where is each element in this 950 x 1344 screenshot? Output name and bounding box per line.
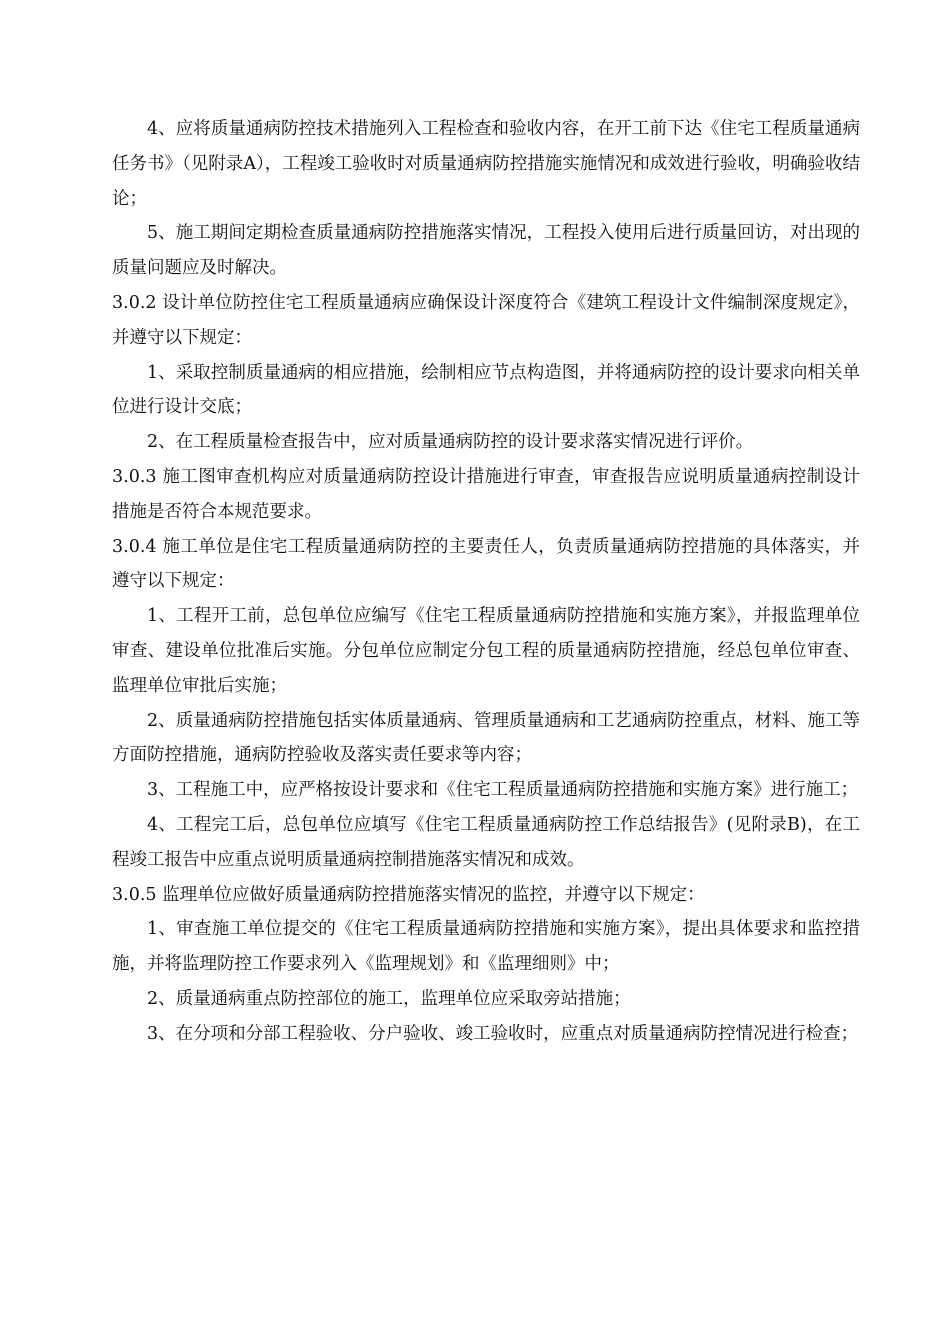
clause-3-0-3: 3.0.3 施工图审查机构应对质量通病防控设计措施进行审查，审查报告应说明质量通病控制设计措施是否符合本规范要求。 — [112, 466, 860, 522]
document-page — [112, 112, 860, 1052]
paragraph-3-0-4-item-3: 3、工程施工中，应严格按设计要求和《住宅工程质量通病防控措施和实施方案》进行施工； — [147, 780, 859, 801]
paragraph-3-0-5-item-2: 2、质量通病重点防控部位的施工，监理单位应采取旁站措施； — [147, 988, 631, 1009]
paragraph-1-4: 4、应将质量通病防控技术措施列入工程检查和验收内容，在开工前下达《住宅工程质量通病任务书》（见附录A），工程竣工验收时对质量通病防控措施实施情况和成效进行验收，明确验收结论； — [112, 119, 860, 209]
paragraph-3-0-4-item-2: 2、质量通病防控措施包括实体质量通病、管理质量通病和工艺通病防控重点，材料、施工等方面防控措施，通病防控验收及落实责任要求等内容； — [112, 710, 860, 766]
paragraph-3-0-5-item-3: 3、在分项和分部工程验收、分户验收、竣工验收时，应重点对质量通病防控情况进行检查； — [147, 1023, 859, 1044]
paragraph-3-0-4-item-4: 4、工程完工后，总包单位应填写《住宅工程质量通病防控工作总结报告》(见附录B)，在工程竣工报告中应重点说明质量通病控制措施落实情况和成效。 — [112, 814, 860, 870]
clause-3-0-5: 3.0.5 监理单位应做好质量通病防控措施落实情况的监控，并遵守以下规定： — [112, 884, 705, 905]
paragraph-3-0-2-item-2: 2、在工程质量检查报告中，应对质量通病防控的设计要求落实情况进行评价。 — [147, 432, 754, 453]
paragraph-3-0-4-item-1: 1、工程开工前，总包单位应编写《住宅工程质量通病防控措施和实施方案》，并报监理单位审查、建设单位批准后实施。分包单位应制定分包工程的质量通病防控措施，经总包单位审查、监理单位审批后实施； — [112, 606, 860, 696]
paragraph-1-5: 5、施工期间定期检查质量通病防控措施落实情况，工程投入使用后进行质量回访，对出现的质量问题应及时解决。 — [112, 223, 860, 279]
paragraph-3-0-2-item-1: 1、采取控制质量通病的相应措施，绘制相应节点构造图，并将通病防控的设计要求向相关单位进行设计交底； — [112, 362, 860, 418]
paragraph-3-0-5-item-1: 1、审查施工单位提交的《住宅工程质量通病防控措施和实施方案》，提出具体要求和监控措施，并将监理防控工作要求列入《监理规划》和《监理细则》中； — [112, 919, 860, 975]
clause-3-0-2: 3.0.2 设计单位防控住宅工程质量通病应确保设计深度符合《建筑工程设计文件编制深度规定》，并遵守以下规定： — [112, 292, 860, 348]
clause-3-0-4: 3.0.4 施工单位是住宅工程质量通病防控的主要责任人，负责质量通病防控措施的具体落实，并遵守以下规定： — [112, 536, 860, 592]
